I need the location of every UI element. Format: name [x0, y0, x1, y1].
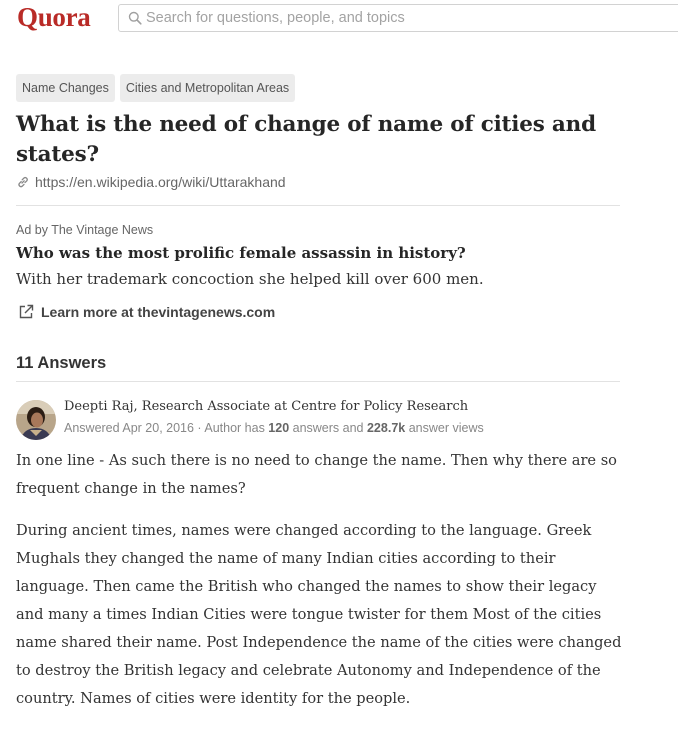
topic-list [16, 74, 620, 102]
top-header [0, 0, 678, 42]
answer-paragraph: During ancient times, names were changed according to the language. Greek Mughals they changed the name of many Indian cities according to their language. Then came the British who changed the names to show their legacy and many a times Indian Cities were tongue twister for them Most of the cities name shared their name. Post Independence the name of the cities were changed to destroy the British legacy and celebrate Autonomy and Independence of the country. Names of cities were identity for the people. [16, 522, 622, 707]
avatar[interactable] [16, 400, 56, 440]
divider [16, 205, 620, 206]
main-content [16, 74, 622, 707]
external-link-icon [17, 303, 35, 321]
source-url[interactable]: https://en.wikipedia.org/wiki/Uttarakhand [35, 174, 286, 190]
ad-sponsor: Ad by The Vintage News [16, 223, 154, 237]
search-box[interactable] [118, 4, 678, 32]
author-view-count: 228.7k [366, 421, 406, 435]
views-suffix: answer views [405, 421, 484, 435]
topic-name-changes[interactable]: Name Changes [16, 74, 115, 102]
answer-meta [64, 420, 484, 436]
author-name[interactable]: Deepti Raj, Research Associate at Centre for Policy Research [64, 399, 469, 414]
quora-logo[interactable]: Quora [17, 2, 91, 32]
ad-learn-more-link[interactable] [16, 302, 620, 322]
answers-count: 11 Answers [16, 354, 107, 372]
answers-mid-text: answers and [289, 421, 367, 435]
author-row [16, 397, 626, 439]
answers-divider [16, 381, 620, 382]
source-link[interactable] [16, 173, 620, 191]
ad-title[interactable]: Who was the most prolific female assassin in history? [16, 244, 466, 262]
answer-paragraph: In one line - As such there is no need to change the name. Then why there are so frequent change in the names? [16, 452, 617, 497]
question-title[interactable]: What is the need of change of name of cities and states? [16, 112, 596, 167]
author-answer-count[interactable]: 120 [268, 421, 290, 435]
answer-body [16, 447, 624, 727]
ad-description: With her trademark concoction she helped kill over 600 men. [16, 270, 484, 288]
search-icon [128, 11, 142, 25]
link-icon [16, 175, 30, 189]
answer-item [16, 397, 626, 707]
topic-cities-metropolitan[interactable]: Cities and Metropolitan Areas [120, 74, 295, 102]
answered-date: Answered Apr 20, 2016 · Author has [64, 421, 269, 435]
ad-link-label[interactable]: Learn more at thevintagenews.com [41, 304, 276, 320]
search-input[interactable] [146, 7, 678, 29]
ad-section [16, 222, 620, 322]
